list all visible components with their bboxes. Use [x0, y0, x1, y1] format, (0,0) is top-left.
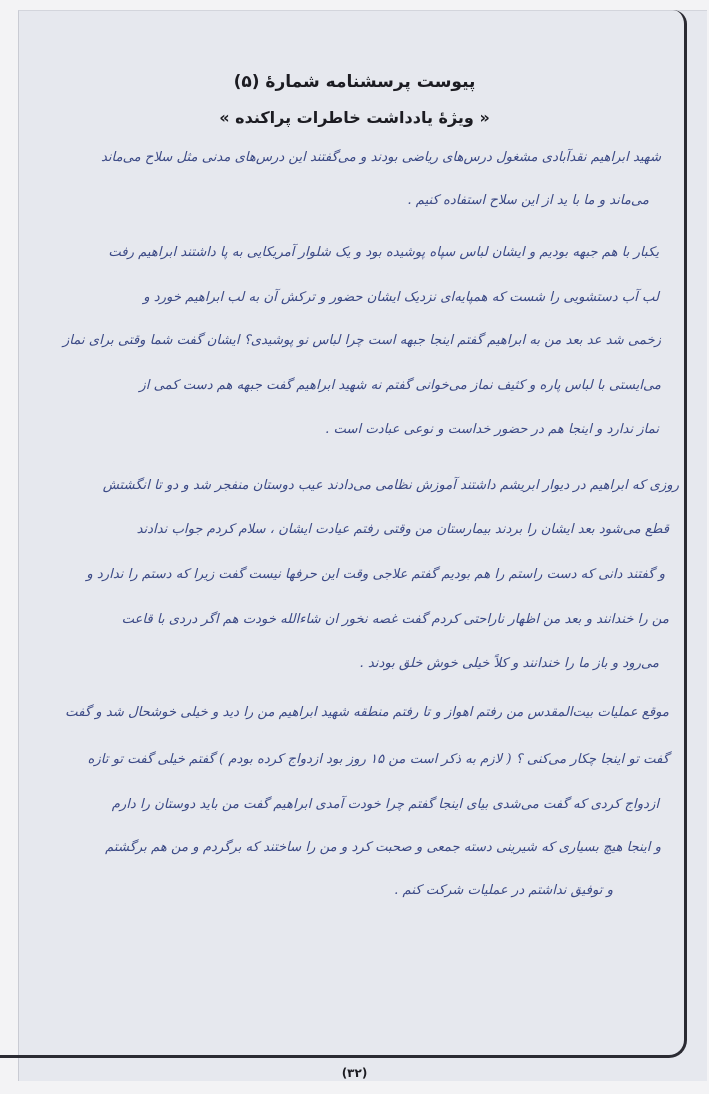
handwritten-line: زخمی شد عد بعد من به ابراهیم گفتم اینجا جبهه است چرا لباس نو پوشیدی؟ ایشان گفت شما وقتی برای نماز [62, 333, 661, 348]
page-number: (۳۲) [341, 1066, 368, 1080]
handwritten-line: گفت تو اینجا چکار می‌کنی ؟ ( لازم به ذکر است من ۱۵ روز بود ازدواج کرده بودم ) گفتم خیلی گفت تو تازه [87, 752, 669, 767]
handwritten-line: لب آب دستشویی را شست که همپایه‌ای نزدیک ایشان حضور و ترکش آن به لب ابراهیم خورد و [143, 290, 659, 305]
handwritten-line: و توفیق نداشتم در عملیات شرکت کنم . [394, 883, 613, 898]
handwritten-line: می‌ماند و ما با ید از این سلاح استفاده کنیم . [407, 193, 649, 208]
handwritten-line: یکبار با هم جبهه بودیم و ایشان لباس سپاه پوشیده بود و یک شلوار آمریکایی به پا داشتند ابراهیم رفت [108, 245, 659, 260]
handwritten-line: من را خندانند و بعد من اظهار ناراحتی کردم گفت غصه نخور ان شاءالله خودت هم اگر دردی با قاعت [121, 612, 669, 627]
handwritten-line: می‌ایستی با لباس پاره و کثیف نماز می‌خوانی گفتم نه شهید ابراهیم گفت جبهه هم دست کمی از [139, 378, 661, 393]
handwritten-line: و اینجا هیچ بسیاری که شیرینی دسته جمعی و صحبت کرد و من را ساختند که برگردم و من هم برگشتم [105, 840, 661, 855]
handwritten-line: می‌رود و باز ما را خندانند و کلاً خیلی خوش خلق بودند . [359, 656, 659, 671]
page-title: پیوست پرسشنامه شمارهٔ (۵) [233, 72, 476, 92]
handwritten-line: موقع عملیات بیت‌المقدس من رفتم اهواز و تا رفتم منطقه شهید ابراهیم من را دید و خیلی خوشحال شد و گفت [65, 705, 669, 720]
handwritten-line: روزی که ابراهیم در دیوار ابریشم داشتند آموزش نظامی می‌دادند عیب دوستان منفجر شد و دو تا انگشتش [102, 478, 679, 493]
handwritten-line: ازدواج کردی که گفت می‌شدی بیای اینجا گفتم چرا خودت آمدی ابراهیم گفت من باید دوستان را دارم [111, 797, 659, 812]
handwritten-line: شهید ابراهیم نقدآبادی مشغول درس‌های ریاضی بودند و می‌گفتند این درس‌های مدنی مثل سلاح می‌ماند [100, 150, 661, 165]
handwritten-line: و گفتند دانی که دست راستم را هم بودیم گفتم علاجی وقت این حرفها نیست گفت زیرا که دستم را ندارد و [86, 567, 665, 582]
handwritten-line: قطع می‌شود بعد ایشان را بردند بیمارستان من وقتی رفتم عیادت ایشان ، سلام کردم جواب ندادند [136, 522, 669, 537]
page-subtitle: « ویژهٔ یادداشت خاطرات پراکنده » [219, 108, 490, 127]
handwritten-line: نماز ندارد و اینجا هم در حضور خداست و نوعی عبادت است . [325, 422, 659, 437]
